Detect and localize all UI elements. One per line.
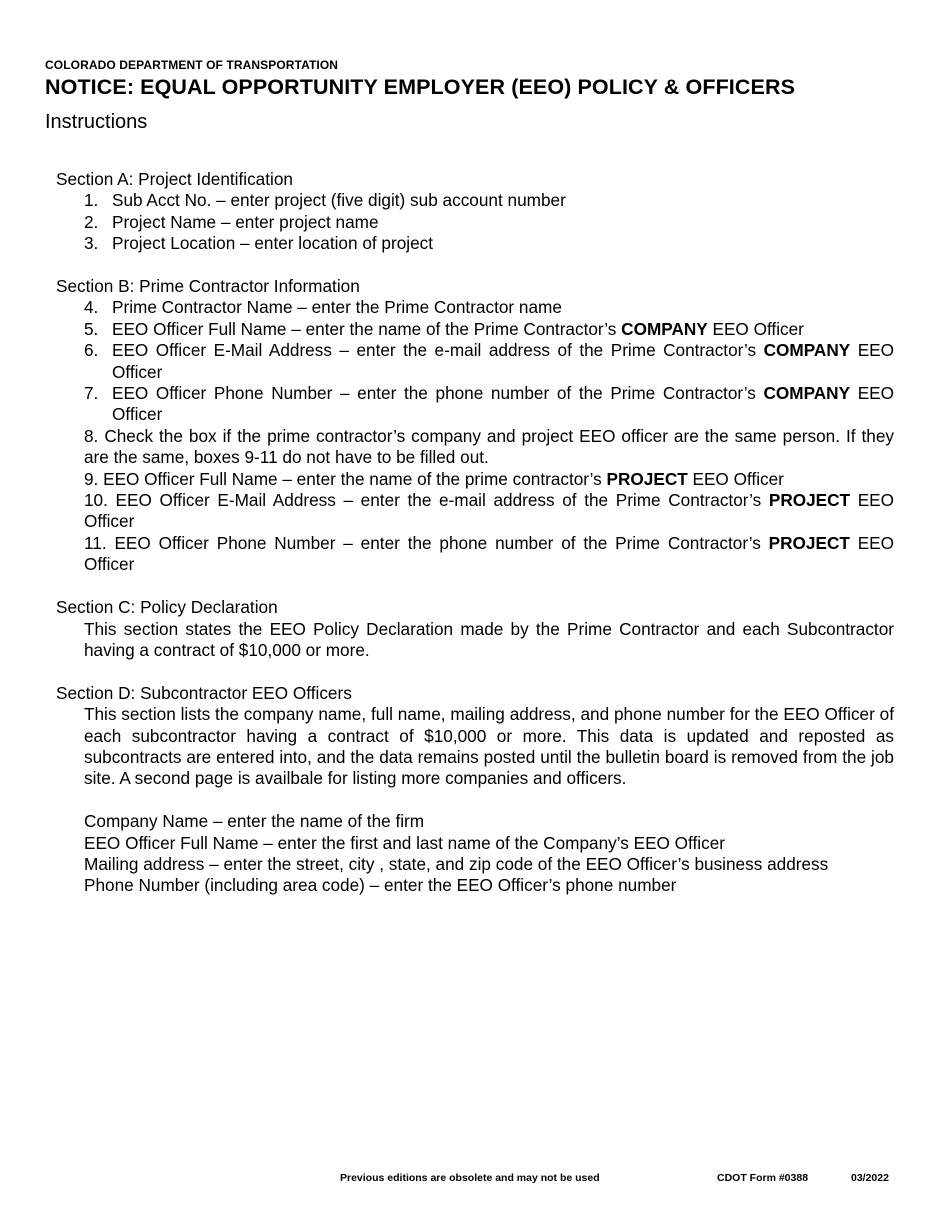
item-text-part: EEO Officer: [112, 383, 894, 425]
item-text-part: EEO Officer: [84, 532, 895, 575]
item-emphasis: PROJECT: [768, 490, 851, 511]
item-text: Sub Acct No. – enter project (five digit) sub account number: [112, 190, 566, 211]
page-subtitle: Instructions: [45, 111, 148, 133]
item-text-part: EEO Officer Phone Number – enter the phone number of the Prime Contractor’s: [112, 383, 764, 404]
item-emphasis: PROJECT: [768, 532, 850, 553]
item-number: 7.: [84, 383, 99, 404]
field-instruction: EEO Officer Full Name – enter the first and last name of the Company’s EEO Officer: [84, 832, 725, 853]
section-c-text: This section states the EEO Policy Declaration made by the Prime Contractor and each Subcontractor having a contract of $10,000 or more.: [84, 618, 894, 660]
item-text-part: 10. EEO Officer E-Mail Address – enter the e-mail address of the Prime Contractor’s: [84, 490, 769, 511]
list-item: [84, 340, 894, 383]
list-item: [84, 533, 894, 576]
list-item: [84, 190, 894, 211]
item-emphasis: COMPANY: [763, 383, 851, 404]
item-emphasis: COMPANY: [621, 318, 708, 339]
list-item: [84, 212, 894, 233]
item-text: [112, 383, 894, 426]
item-text: Prime Contractor Name – enter the Prime Contractor name: [112, 297, 562, 318]
item-number: 3.: [84, 233, 99, 254]
department-name: COLORADO DEPARTMENT OF TRANSPORTATION: [45, 58, 339, 72]
item-text-part: EEO Officer: [687, 468, 784, 489]
item-number: 4.: [84, 297, 99, 318]
item-text-part: EEO Officer: [112, 340, 895, 382]
list-item: [84, 233, 894, 254]
section-b-heading: Section B: Prime Contractor Information: [56, 276, 360, 297]
item-number: 6.: [84, 340, 99, 361]
item-emphasis: COMPANY: [763, 340, 851, 361]
item-text: Project Location – enter location of project: [112, 233, 434, 254]
item-text: [112, 319, 894, 340]
item-number: 5.: [84, 318, 99, 339]
list-item: [84, 469, 894, 490]
item-text: Project Name – enter project name: [112, 211, 379, 232]
footer-notice: Previous editions are obsolete and may not be used: [340, 1172, 600, 1184]
item-text-part: EEO Officer: [707, 318, 804, 339]
list-item: [84, 383, 894, 426]
item-text-part: EEO Officer E-Mail Address – enter the e-mail address of the Prime Contractor’s: [112, 340, 764, 361]
list-item: 8. Check the box if the prime contractor’s company and project EEO officer are the same person. If they are the same, boxes 9-11 do not have to be filled out.: [84, 425, 894, 468]
item-number: 1.: [84, 190, 99, 211]
list-item: [84, 319, 894, 340]
item-text-part: 11. EEO Officer Phone Number – enter the phone number of the Prime Contractor’s: [84, 532, 769, 553]
item-text-part: EEO Officer Full Name – enter the name of the Prime Contractor’s: [112, 318, 622, 339]
form-date: 03/2022: [851, 1172, 889, 1184]
item-text-part: 9. EEO Officer Full Name – enter the name of the prime contractor’s: [84, 468, 607, 489]
item-number: 2.: [84, 211, 99, 232]
item-text: [112, 340, 894, 383]
form-number: CDOT Form #0388: [717, 1172, 809, 1184]
instructions-body: [56, 169, 894, 897]
field-instruction: Mailing address – enter the street, city , state, and zip code of the EEO Officer’s business address: [84, 853, 829, 874]
field-instruction: Company Name – enter the name of the firm: [84, 811, 425, 832]
item-emphasis: PROJECT: [606, 468, 688, 489]
section-d-text: This section lists the company name, full name, mailing address, and phone number for the EEO Officer of each subcontractor having a contract of $10,000 or more. This data is updated and reposted as subcontracts are entered into, and the data remains posted until the bulletin board is removed from the job site. A second page is availbale for listing more companies and officers.: [84, 704, 894, 789]
section-d-heading: Section D: Subcontractor EEO Officers: [56, 682, 352, 703]
page-title: NOTICE: EQUAL OPPORTUNITY EMPLOYER (EEO) POLICY & OFFICERS: [45, 75, 796, 99]
field-instruction: Phone Number (including area code) – enter the EEO Officer’s phone number: [84, 875, 677, 896]
section-a-heading: Section A: Project Identification: [56, 169, 293, 189]
list-item: [84, 490, 894, 533]
list-item: [84, 297, 894, 318]
item-text-part: EEO Officer: [84, 490, 894, 532]
section-c-heading: Section C: Policy Declaration: [56, 597, 278, 618]
